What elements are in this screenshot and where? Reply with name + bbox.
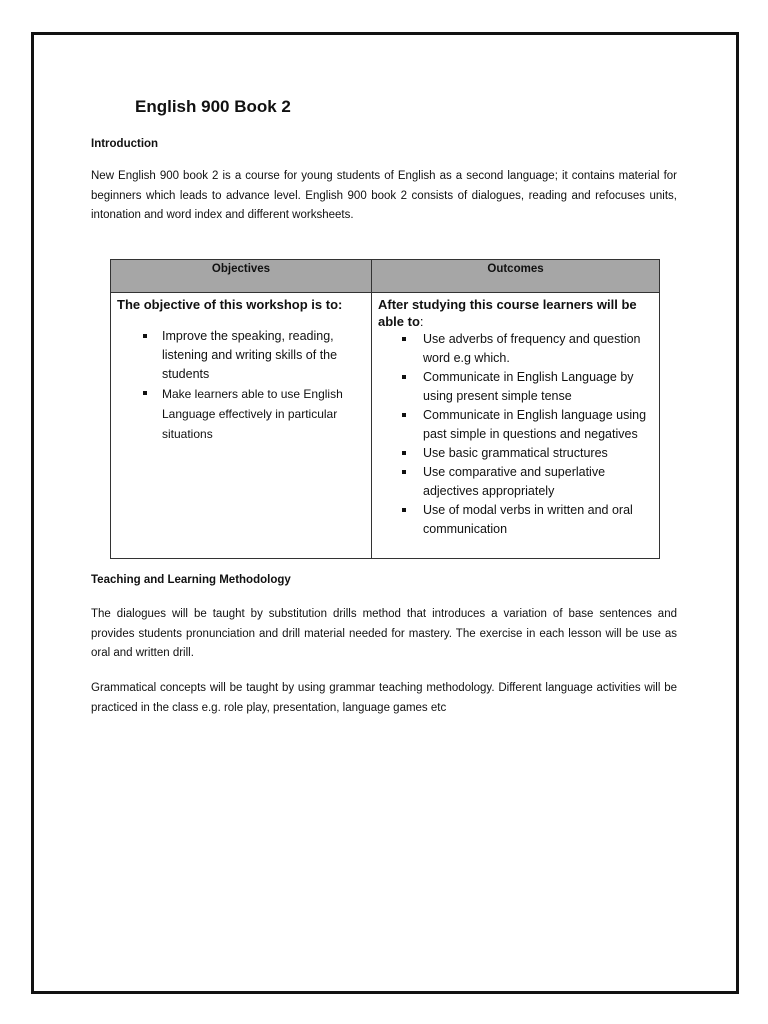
- objectives-lead: The objective of this workshop is to:: [117, 297, 343, 312]
- list-item: Use of modal verbs in written and oral communication: [378, 501, 653, 539]
- introduction-paragraph: New English 900 book 2 is a course for young students of English as a second language; it contains material for beginners which leads to advance level. English 900 book 2 consists of dialogues, reading and refocuses units, intonation and word index and different worksheets.: [91, 170, 677, 221]
- introduction-heading: Introduction: [91, 138, 159, 150]
- list-item: Communicate in English Language by using present simple tense: [378, 368, 653, 406]
- outcomes-list: [378, 330, 653, 539]
- outcomes-lead-text: After studying this course learners will be able to: [378, 297, 637, 329]
- outcomes-cell: [372, 293, 660, 559]
- methodology-paragraph-1: The dialogues will be taught by substitution drills method that introduces a variation of base sentences and provides students pronunciation and drill material needed for mastery. The exercise in each lesson will be use as oral and written drill.: [91, 608, 677, 659]
- list-item: Improve the speaking, reading, listening and writing skills of the students: [117, 327, 365, 384]
- list-item: Use comparative and superlative adjectives appropriately: [378, 463, 653, 501]
- table-header-row: [111, 260, 660, 293]
- table-row: [111, 293, 660, 559]
- outcomes-lead: [378, 296, 653, 330]
- methodology-paragraph-2: Grammatical concepts will be taught by using grammar teaching methodology. Different language activities will be practiced in the class e.g. role play, presentation, language games etc: [91, 682, 677, 714]
- list-item: Use adverbs of frequency and question word e.g which.: [378, 330, 653, 368]
- list-item: Communicate in English language using past simple in questions and negatives: [378, 406, 653, 444]
- methodology-heading: Teaching and Learning Methodology: [91, 574, 291, 586]
- list-item: Use basic grammatical structures: [378, 444, 653, 463]
- list-item: Make learners able to use English Language effectively in particular situations: [117, 384, 365, 444]
- objectives-outcomes-table: [110, 259, 660, 559]
- objectives-header: Objectives: [111, 260, 372, 293]
- objectives-cell: [111, 293, 372, 559]
- document-title: English 900 Book 2: [135, 97, 291, 116]
- outcomes-header: Outcomes: [372, 260, 660, 293]
- objectives-list: [117, 327, 365, 444]
- outcomes-lead-colon: :: [419, 314, 424, 329]
